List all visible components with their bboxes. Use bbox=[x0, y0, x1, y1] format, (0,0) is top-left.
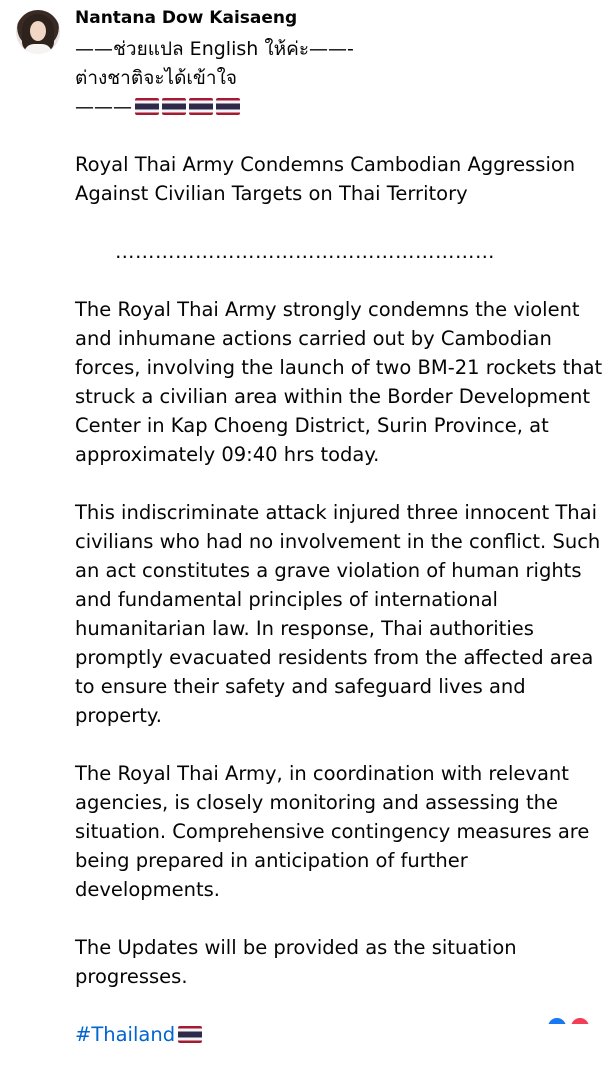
thai-flag-icon bbox=[189, 98, 213, 115]
paragraph-1: The Royal Thai Army strongly condemns the violent and inhumane actions carried out by Cambodian forces, involving the launch of two BM-21 rockets that struck a civilian area within the Border Development Center in Kap Choeng District, Surin Province, at approximately 09:40 hrs today. bbox=[75, 298, 603, 466]
paragraph-3: The Royal Thai Army, in coordination with relevant agencies, is closely monitoring and assessing the situation. Comprehensive contingency measures are being prepared in anticipation of further developments. bbox=[75, 762, 590, 901]
post-title bbox=[75, 150, 605, 208]
intro-dash: ——— bbox=[75, 96, 132, 118]
post-intro bbox=[75, 35, 354, 122]
love-icon bbox=[569, 1016, 591, 1024]
paragraph-2: This indiscriminate attack injured three innocent Thai civilians who had no involvement in the conflict. Such an act constitutes a grave violation of human rights and fundamental principles of international humanitarian law. In response, Thai authorities promptly evacuated residents from the affected area to ensure their safety and safeguard lives and property. bbox=[75, 501, 601, 727]
author-avatar[interactable] bbox=[16, 10, 60, 54]
thai-flag-icon bbox=[162, 98, 186, 115]
thai-flag-icon bbox=[216, 98, 240, 115]
intro-line-3 bbox=[75, 96, 240, 118]
thai-flag-icon bbox=[178, 1026, 202, 1043]
avatar-face bbox=[30, 21, 46, 41]
intro-line-2: ต่างชาติจะได้เข้าใจ bbox=[75, 67, 237, 89]
author-name[interactable]: Nantana Dow Kaisaeng bbox=[75, 8, 298, 28]
separator-dots: ………………………………………………… bbox=[115, 240, 495, 263]
thai-flag-icon bbox=[135, 98, 159, 115]
post-title-line-2: Against Civilian Targets on Thai Territory bbox=[75, 182, 468, 205]
reaction-summary[interactable] bbox=[550, 1016, 591, 1024]
post-title-line-1: Royal Thai Army Condemns Cambodian Aggression bbox=[75, 153, 576, 176]
paragraph-4: The Updates will be provided as the situation progresses. bbox=[75, 936, 517, 988]
hashtag-line bbox=[75, 1020, 605, 1049]
post-body bbox=[75, 150, 605, 1078]
intro-line-1: ——ช่วยแปล English ให้ค่ะ——- bbox=[75, 38, 354, 60]
hashtag-link[interactable]: #Thailand bbox=[75, 1023, 176, 1046]
like-icon bbox=[546, 1016, 568, 1024]
avatar-shirt bbox=[24, 44, 52, 54]
post-footer bbox=[75, 1014, 605, 1024]
